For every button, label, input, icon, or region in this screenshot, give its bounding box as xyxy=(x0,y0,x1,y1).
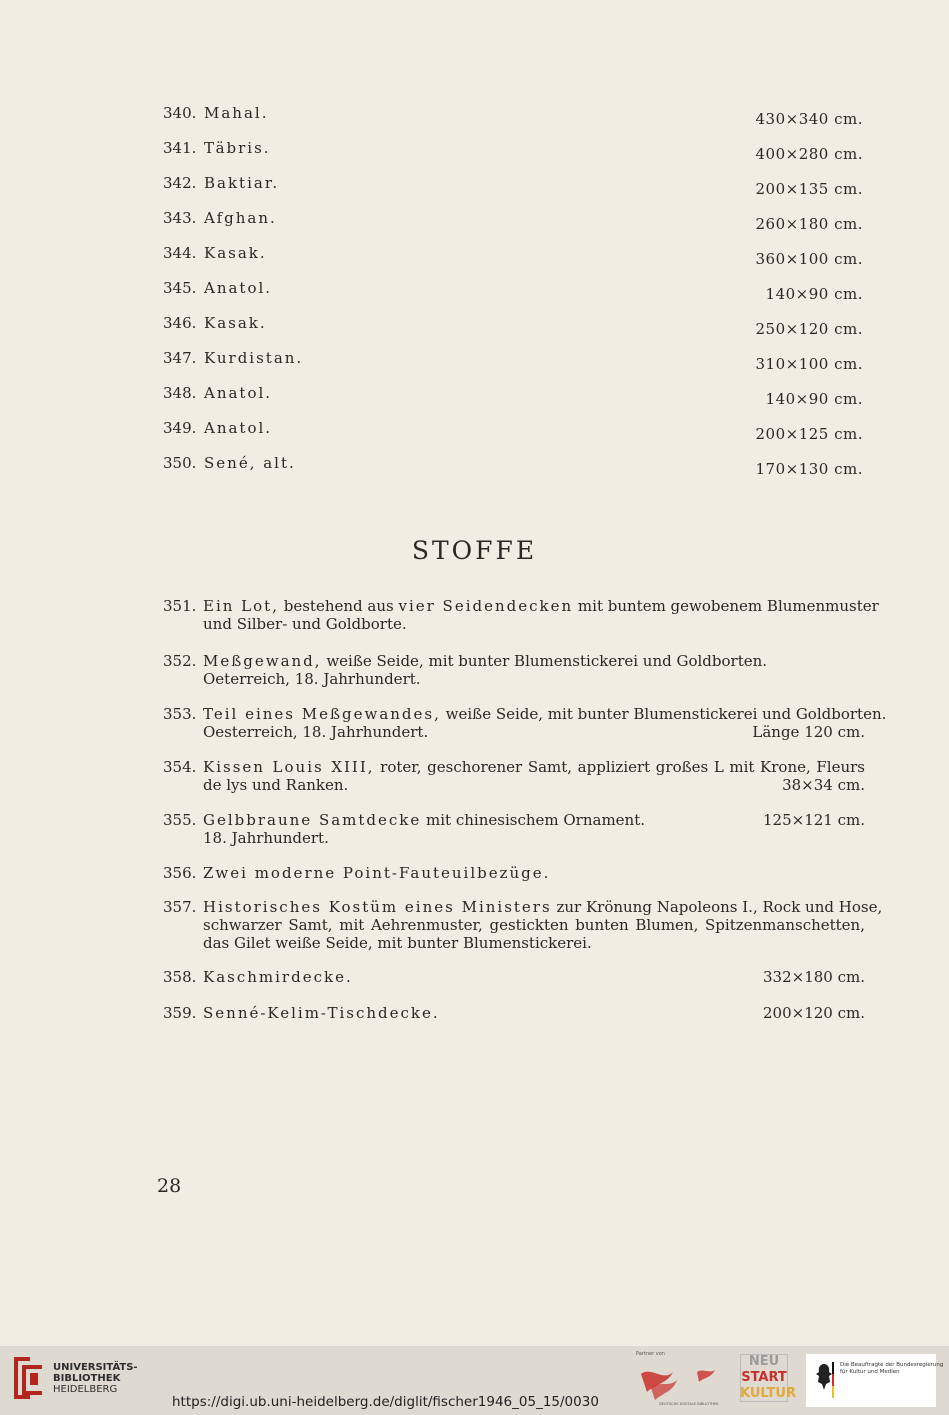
item-dimensions: 140×90 cm. xyxy=(765,390,863,408)
entry-title: Gelbbraune Samtdecke xyxy=(203,811,422,829)
entry-title: Historisches Kostüm eines Ministers xyxy=(203,898,552,916)
entry-title: Kaschmirdecke. xyxy=(203,968,353,986)
entry-number: 356. xyxy=(163,864,197,882)
federal-government-text xyxy=(840,1362,943,1376)
list-item xyxy=(163,209,863,231)
item-dimensions: 310×100 cm. xyxy=(755,355,863,373)
entry-357 xyxy=(163,898,883,952)
federal-eagle-icon xyxy=(814,1360,834,1400)
item-name: Kasak. xyxy=(204,314,267,332)
entry-line: das Gilet weiße Seide, mit bunter Blumenstickerei. xyxy=(203,934,592,952)
entry-line xyxy=(203,811,865,829)
entry-title: Meßgewand, xyxy=(203,652,322,670)
item-number: 347. xyxy=(163,349,197,367)
entry-dimensions: 332×180 cm. xyxy=(763,968,865,986)
entry-title: Senné-Kelim-Tischdecke. xyxy=(203,1004,440,1022)
library-name-line: HEIDELBERG xyxy=(53,1384,118,1395)
entry-text: mit buntem gewobenem Blumenmuster xyxy=(573,597,879,615)
entry-title: Kissen Louis XIII, xyxy=(203,758,375,776)
item-number: 350. xyxy=(163,454,197,472)
entry-title: Teil eines Meßgewandes, xyxy=(203,705,441,723)
item-dimensions: 140×90 cm. xyxy=(765,285,863,303)
item-name: Afghan. xyxy=(204,209,277,227)
entry-number: 354. xyxy=(163,758,197,776)
footer-bar xyxy=(0,1346,949,1415)
university-library-logo-icon[interactable] xyxy=(10,1355,46,1401)
entry-line xyxy=(203,776,865,794)
entry-354 xyxy=(163,758,865,794)
entry-line xyxy=(203,864,865,882)
item-number: 344. xyxy=(163,244,197,262)
item-dimensions: 200×135 cm. xyxy=(755,180,863,198)
item-name: Baktiar. xyxy=(204,174,280,192)
federal-government-line: für Kultur und Medien xyxy=(840,1369,900,1375)
entry-text: bestehend aus xyxy=(278,597,399,615)
deutsche-digitale-bibliothek-logo-icon[interactable] xyxy=(637,1362,727,1406)
entry-number: 351. xyxy=(163,597,197,615)
item-dimensions: 260×180 cm. xyxy=(755,215,863,233)
entry-number: 357. xyxy=(163,898,197,916)
item-dimensions: 400×280 cm. xyxy=(755,145,863,163)
item-name: Täbris. xyxy=(204,139,271,157)
entry-line xyxy=(203,705,887,723)
list-item xyxy=(163,384,863,406)
entry-dimensions: 38×34 cm. xyxy=(782,776,865,794)
neustart-word: KULTUR xyxy=(740,1386,796,1401)
university-library-name[interactable] xyxy=(53,1362,138,1395)
item-number: 343. xyxy=(163,209,197,227)
item-dimensions: 170×130 cm. xyxy=(755,460,863,478)
list-item xyxy=(163,454,863,476)
entry-line xyxy=(203,758,865,776)
entry-title: Zwei moderne Point-Fauteuilbezüge. xyxy=(203,864,551,882)
entry-line xyxy=(203,723,865,741)
entry-359 xyxy=(163,1004,865,1022)
entry-dimensions: 125×121 cm. xyxy=(763,811,865,829)
item-dimensions: 430×340 cm. xyxy=(755,110,863,128)
entry-351 xyxy=(163,597,879,633)
entry-352 xyxy=(163,652,865,688)
item-name: Anatol. xyxy=(204,384,273,402)
entry-353 xyxy=(163,705,887,741)
entry-355 xyxy=(163,811,865,847)
entry-number: 355. xyxy=(163,811,197,829)
entry-line xyxy=(203,597,879,615)
entry-line xyxy=(203,968,865,986)
entry-line: schwarzer Samt, mit Aehrenmuster, gestickten bunten Blumen, Spitzenmanschetten, xyxy=(203,916,865,934)
entry-358 xyxy=(163,968,865,986)
entry-text: mit chinesischem Ornament. xyxy=(421,811,645,829)
entry-line: und Silber- und Goldborte. xyxy=(203,615,407,633)
partner-label: Partner von xyxy=(636,1351,665,1357)
item-name: Kasak. xyxy=(204,244,267,262)
ddb-logo-text: DEUTSCHE DIGITALE BIBLIOTHEK xyxy=(659,1402,719,1406)
list-item xyxy=(163,314,863,336)
item-name: Mahal. xyxy=(204,104,269,122)
page-number: 28 xyxy=(157,1175,182,1197)
entry-text: weiße Seide, mit bunter Blumenstickerei und Goldborten. xyxy=(321,652,768,670)
list-item xyxy=(163,139,863,161)
item-number: 349. xyxy=(163,419,197,437)
entry-text: zur Krönung Napoleons I., Rock und Hose, xyxy=(551,898,883,916)
list-item xyxy=(163,279,863,301)
entry-text: roter, geschorener Samt, appliziert großes L mit Krone, Fleurs xyxy=(374,758,865,776)
entry-title: Ein Lot, xyxy=(203,597,279,615)
neustart-word: START xyxy=(741,1370,787,1385)
list-item xyxy=(163,174,863,196)
entry-title: vier Seidendecken xyxy=(398,597,574,615)
document-url-link[interactable]: https://digi.ub.uni-heidelberg.de/diglit/fischer1946_05_15/0030 xyxy=(172,1394,599,1410)
item-number: 345. xyxy=(163,279,197,297)
list-item xyxy=(163,349,863,371)
entry-number: 358. xyxy=(163,968,197,986)
item-name: Kurdistan. xyxy=(204,349,304,367)
item-dimensions: 200×125 cm. xyxy=(755,425,863,443)
entry-dimensions: Länge 120 cm. xyxy=(752,723,865,741)
federal-government-line: Die Beauftragte der Bundesregierung xyxy=(840,1362,944,1368)
library-name-line: BIBLIOTHEK xyxy=(53,1373,121,1384)
item-dimensions: 250×120 cm. xyxy=(755,320,863,338)
library-name-line: UNIVERSITÄTS- xyxy=(53,1362,138,1373)
entry-number: 353. xyxy=(163,705,197,723)
neustart-kultur-logo-text xyxy=(740,1354,796,1402)
item-number: 346. xyxy=(163,314,197,332)
item-number: 342. xyxy=(163,174,197,192)
entry-text: de lys und Ranken. xyxy=(203,776,349,794)
entry-number: 352. xyxy=(163,652,197,670)
item-number: 340. xyxy=(163,104,197,122)
entry-line xyxy=(203,1004,865,1022)
entry-text: weiße Seide, mit bunter Blumenstickerei und Goldborten. xyxy=(440,705,887,723)
entry-dimensions: 200×120 cm. xyxy=(763,1004,865,1022)
entry-number: 359. xyxy=(163,1004,197,1022)
neustart-word: NEU xyxy=(748,1354,780,1369)
entry-text: Oesterreich, 18. Jahrhundert. xyxy=(203,723,429,741)
entry-line xyxy=(203,652,865,670)
item-number: 348. xyxy=(163,384,197,402)
item-name: Anatol. xyxy=(204,419,273,437)
section-heading: STOFFE xyxy=(411,536,538,565)
item-dimensions: 360×100 cm. xyxy=(755,250,863,268)
item-name: Sené, alt. xyxy=(204,454,296,472)
list-item xyxy=(163,244,863,266)
item-number: 341. xyxy=(163,139,197,157)
entry-line: 18. Jahrhundert. xyxy=(203,829,329,847)
list-item xyxy=(163,419,863,441)
entry-356 xyxy=(163,864,865,882)
entry-line: Oeterreich, 18. Jahrhundert. xyxy=(203,670,421,688)
entry-line xyxy=(203,898,883,916)
list-item xyxy=(163,104,863,126)
item-name: Anatol. xyxy=(204,279,273,297)
